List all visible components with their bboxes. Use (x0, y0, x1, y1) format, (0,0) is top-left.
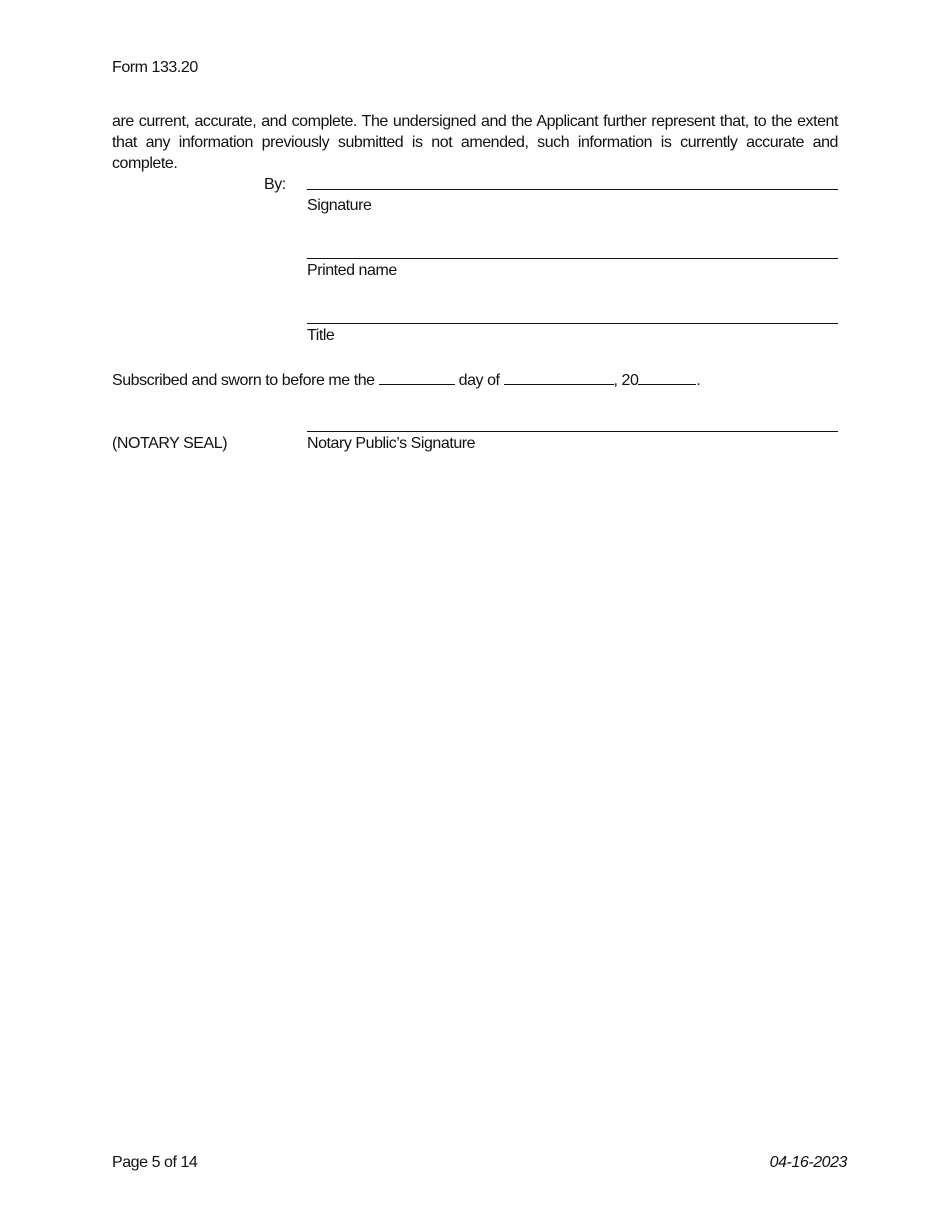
printed-name-line[interactable] (307, 258, 838, 259)
day-blank[interactable] (379, 370, 455, 385)
jurat-prefix: Subscribed and sworn to before me the (112, 372, 375, 389)
signature-label: Signature (307, 197, 372, 214)
attestation-paragraph (112, 111, 838, 174)
form-number: Form 133.20 (112, 59, 198, 76)
printed-name-label: Printed name (307, 262, 397, 279)
jurat-statement (112, 370, 700, 390)
notary-signature-label: Notary Public’s Signature (307, 435, 476, 452)
jurat-suffix: . (696, 372, 701, 389)
page-number: Page 5 of 14 (112, 1154, 198, 1171)
jurat-day-of: day of (458, 372, 500, 389)
paragraph-line: are current, accurate, and complete. The undersigned and the Applicant further represent that, to the extent (112, 113, 838, 130)
by-label: By: (264, 176, 286, 193)
jurat-year-prefix: , 20 (613, 372, 639, 389)
notary-signature-line[interactable] (307, 431, 838, 432)
signature-line[interactable] (307, 189, 838, 190)
year-blank[interactable] (638, 370, 696, 385)
notary-seal-label: (NOTARY SEAL) (112, 435, 228, 452)
month-blank[interactable] (504, 370, 614, 385)
title-label: Title (307, 327, 335, 344)
revision-date: 04-16-2023 (769, 1154, 847, 1171)
title-line[interactable] (307, 323, 838, 324)
paragraph-line: that any information previously submitted is not amended, such information is currently accurate and complete. (112, 134, 838, 172)
